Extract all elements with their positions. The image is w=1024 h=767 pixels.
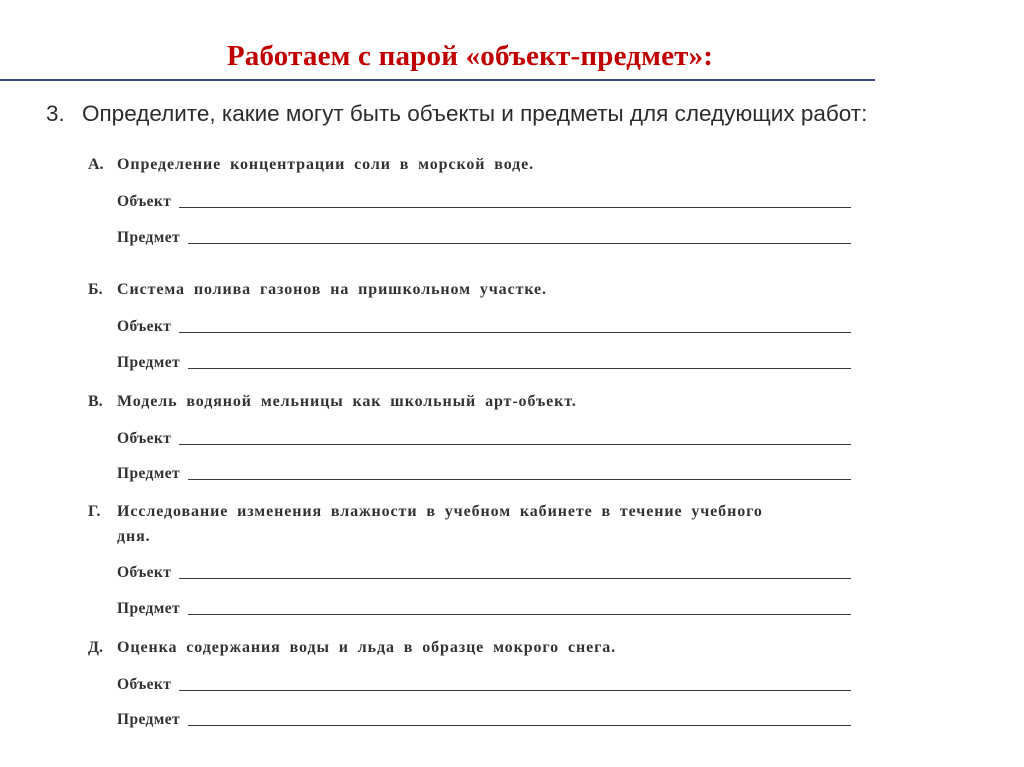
task-a-subject-row (117, 222, 851, 248)
task-letter: Б. (88, 281, 103, 298)
task-text: Система полива газонов на пришкольном участке. (117, 281, 547, 298)
object-label: Объект (117, 193, 172, 210)
subject-label: Предмет (117, 711, 181, 728)
subject-label: Предмет (117, 600, 181, 617)
question-heading (46, 98, 867, 130)
task-d-subject-row (117, 704, 851, 730)
task-a-object-row (117, 186, 851, 212)
object-label: Объект (117, 430, 172, 447)
object-label: Объект (117, 676, 172, 693)
title-divider (0, 79, 875, 81)
slide-title: Работаем с парой «объект-предмет»: (226, 40, 714, 72)
task-g (88, 499, 848, 549)
task-text: Оценка содержания воды и льда в образце мокрого снега. (117, 639, 617, 656)
task-text: Определение концентрации соли в морской воде. (117, 156, 535, 173)
task-b-object-row (117, 311, 851, 337)
subject-label: Предмет (117, 465, 181, 482)
task-b (88, 277, 848, 302)
task-v-object-row (117, 423, 851, 449)
task-a (88, 152, 848, 177)
task-a-subject-answer-line[interactable] (188, 243, 851, 244)
task-text: Модель водяной мельницы как школьный арт-объект. (117, 393, 577, 410)
task-b-subject-answer-line[interactable] (188, 368, 851, 369)
task-letter: Г. (88, 503, 101, 520)
task-v-subject-answer-line[interactable] (188, 479, 851, 480)
task-v-subject-row (117, 458, 851, 484)
object-label: Объект (117, 564, 172, 581)
task-g-object-answer-line[interactable] (179, 578, 851, 579)
subject-label: Предмет (117, 354, 181, 371)
task-letter: А. (88, 156, 104, 173)
task-g-object-row (117, 557, 851, 583)
task-g-subject-row (117, 593, 851, 619)
task-v (88, 389, 848, 414)
task-b-subject-row (117, 347, 851, 373)
task-letter: Д. (88, 639, 104, 656)
task-d (88, 635, 848, 660)
task-a-object-answer-line[interactable] (179, 207, 851, 208)
task-text: Исследование изменения влажности в учебном кабинете в течение учебного (117, 503, 763, 520)
task-b-object-answer-line[interactable] (179, 332, 851, 333)
question-text: Определите, какие могут быть объекты и предметы для следующих работ: (82, 101, 868, 126)
task-d-object-answer-line[interactable] (179, 690, 851, 691)
task-v-object-answer-line[interactable] (179, 444, 851, 445)
object-label: Объект (117, 318, 172, 335)
task-text-continued: дня. (117, 528, 151, 545)
task-g-subject-answer-line[interactable] (188, 614, 851, 615)
task-d-object-row (117, 669, 851, 695)
question-number: 3. (46, 101, 65, 126)
task-d-subject-answer-line[interactable] (188, 725, 851, 726)
subject-label: Предмет (117, 229, 181, 246)
task-letter: В. (88, 393, 103, 410)
